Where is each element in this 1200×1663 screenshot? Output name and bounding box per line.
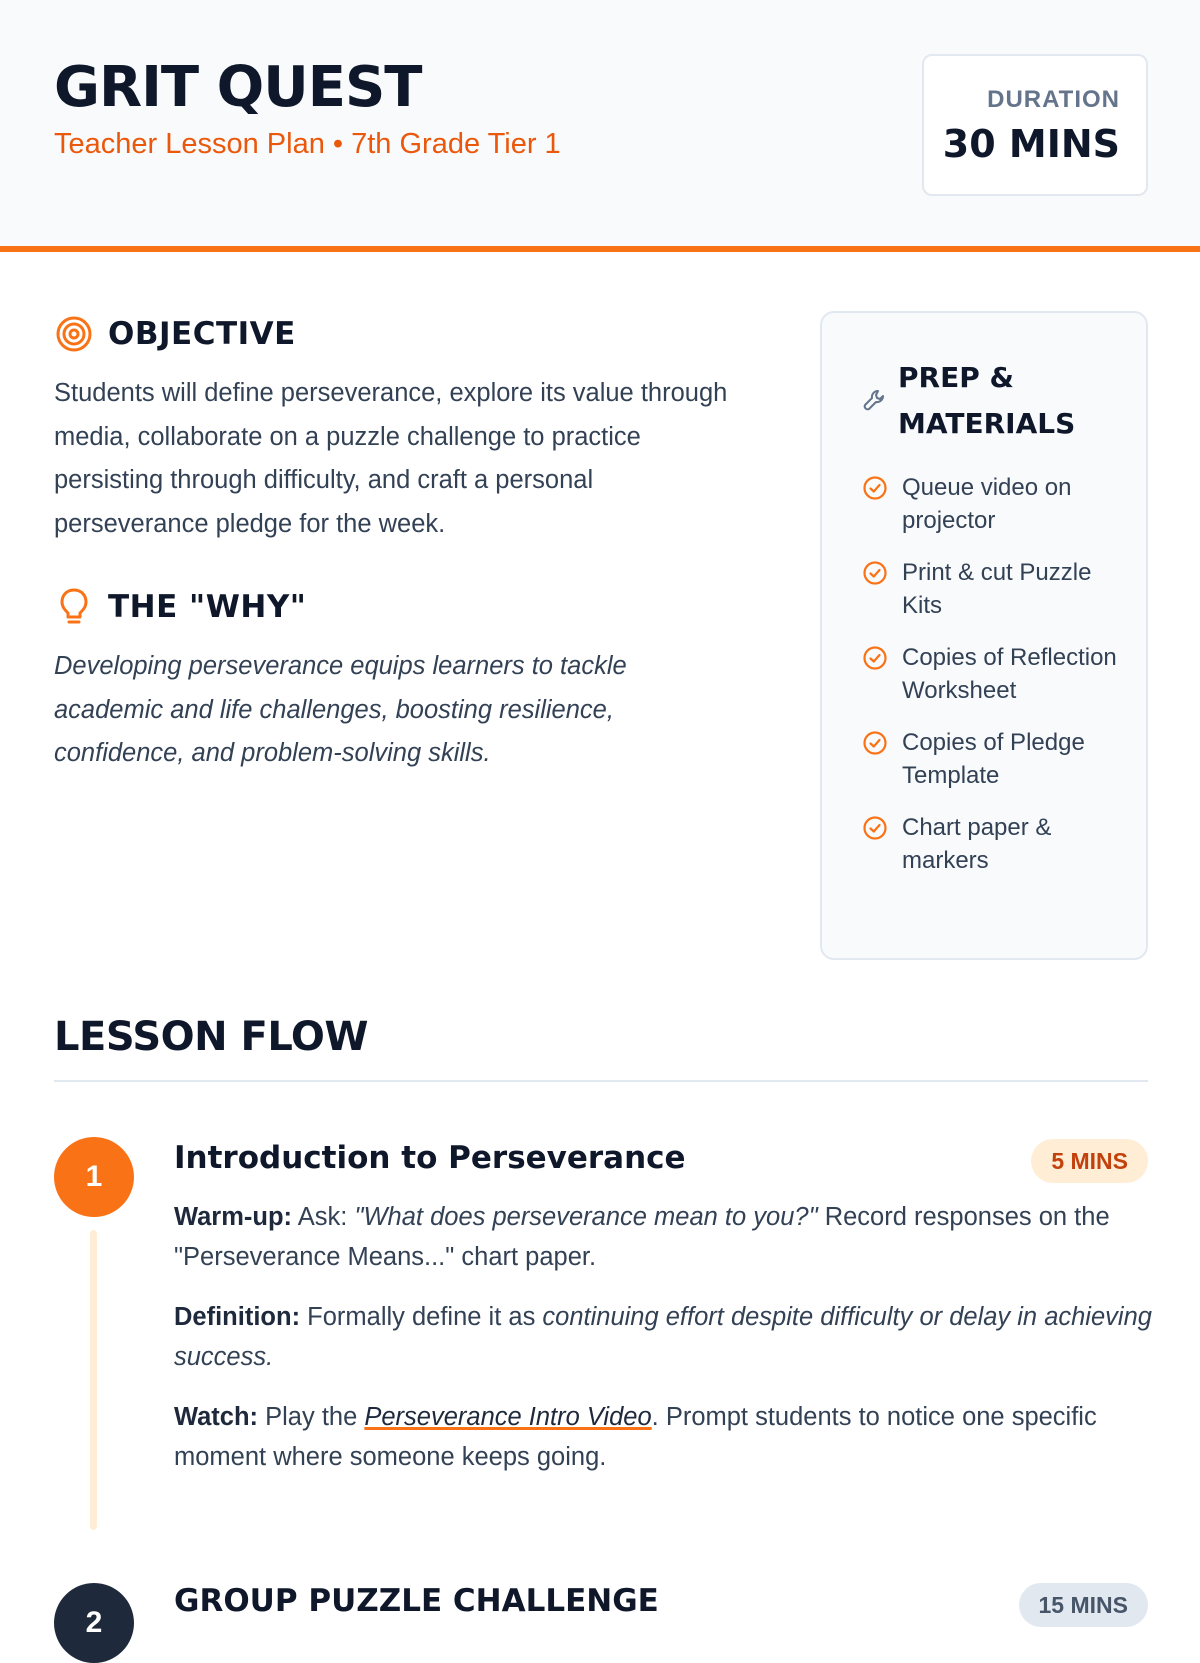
check-circle-icon <box>862 815 888 841</box>
step-duration-badge: 15 MINS <box>1019 1583 1148 1627</box>
duration-label: DURATION <box>987 86 1120 113</box>
check-circle-icon <box>862 475 888 501</box>
why-heading-label: THE "WHY" <box>108 589 307 625</box>
prep-item-label: Copies of Reflection Worksheet <box>902 644 1117 704</box>
watch-pre: Play the <box>258 1403 365 1431</box>
step-connector <box>90 1230 97 1530</box>
page-title: GRIT QUEST <box>54 55 422 120</box>
prep-item-label: Copies of Pledge Template <box>902 729 1085 789</box>
prep-heading <box>862 355 1098 447</box>
watch-post: . Prompt students to notice one specific moment where someone keeps going. <box>174 1403 1097 1471</box>
warmup-label: Warm-up: <box>174 1203 293 1231</box>
prep-materials-card <box>820 311 1148 960</box>
step-title: Introduction to Perseverance <box>174 1140 686 1176</box>
prep-item-label: Print & cut Puzzle Kits <box>902 559 1092 619</box>
prep-list <box>862 471 1122 896</box>
list-item <box>862 556 1122 622</box>
list-item <box>862 471 1122 537</box>
page-header <box>0 0 1200 252</box>
warmup-post: Record responses on the "Perseverance Means..." chart paper. <box>174 1203 1110 1271</box>
divider <box>54 1080 1148 1082</box>
video-link[interactable]: Perseverance Intro Video <box>364 1403 652 1431</box>
lesson-flow-heading: LESSON FLOW <box>54 1014 369 1060</box>
warmup-pre: Ask: <box>297 1203 355 1231</box>
step-title: GROUP PUZZLE CHALLENGE <box>174 1583 659 1619</box>
check-circle-icon <box>862 730 888 756</box>
list-item <box>862 641 1122 707</box>
wrench-icon <box>862 388 888 414</box>
step-number-badge: 2 <box>54 1583 134 1663</box>
warmup-paragraph <box>174 1197 1156 1277</box>
check-circle-icon <box>862 560 888 586</box>
lightbulb-icon <box>54 587 94 627</box>
prep-item-label: Chart paper & markers <box>902 814 1052 874</box>
why-heading <box>54 587 306 627</box>
prep-heading-label: PREP & MATERIALS <box>898 361 1076 440</box>
duration-card <box>922 54 1148 196</box>
definition-label: Definition: <box>174 1303 301 1331</box>
warmup-quote: "What does perseverance mean to you?" <box>354 1203 818 1231</box>
objective-heading <box>54 314 296 354</box>
step-number-badge: 1 <box>54 1137 134 1217</box>
definition-pre: Formally define it as <box>300 1303 543 1331</box>
why-text: Developing perseverance equips learners to tackle academic and life challenges, boosting resilience, confidence, and problem-solving skills. <box>54 652 627 767</box>
step-body <box>174 1197 1156 1497</box>
prep-item-label: Queue video on projector <box>902 474 1072 534</box>
page-subtitle: Teacher Lesson Plan • 7th Grade Tier 1 <box>54 128 561 160</box>
objective-heading-label: OBJECTIVE <box>108 316 296 352</box>
definition-quote: continuing effort despite difficulty or delay in achieving success. <box>174 1303 1152 1371</box>
objective-text: Students will define perseverance, explore its value through media, collaborate on a puzzle challenge to practice persisting through difficulty, and craft a personal perseverance pledge for the week. <box>54 379 728 538</box>
step-duration-badge: 5 MINS <box>1031 1139 1148 1183</box>
target-icon <box>54 314 94 354</box>
watch-paragraph <box>174 1397 1156 1477</box>
duration-value: 30 MINS <box>942 122 1120 166</box>
list-item <box>862 811 1122 877</box>
watch-label: Watch: <box>174 1403 259 1431</box>
definition-paragraph <box>174 1297 1156 1377</box>
check-circle-icon <box>862 645 888 671</box>
list-item <box>862 726 1122 792</box>
